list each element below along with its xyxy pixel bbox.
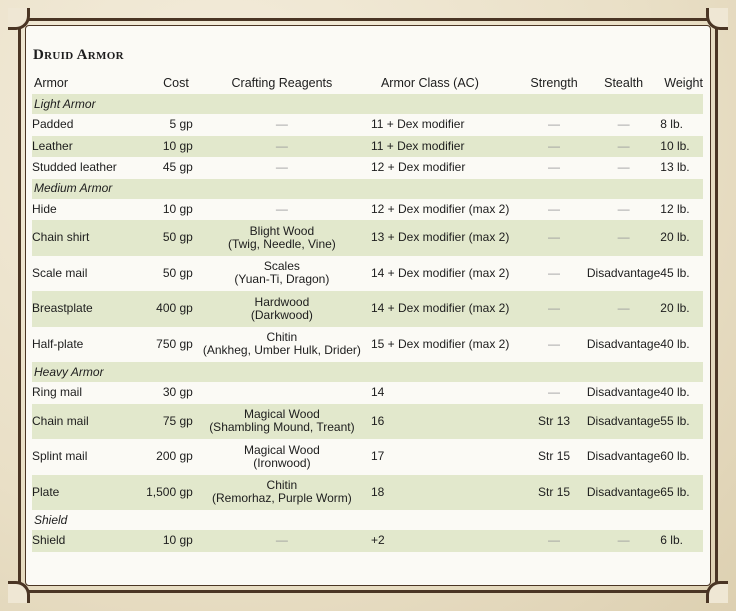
category-label: Shield xyxy=(34,512,68,527)
category-label: Heavy Armor xyxy=(32,362,703,382)
cell-stealth: Disadvantage xyxy=(586,449,661,464)
cell-weight: 13 lb. xyxy=(660,160,690,175)
cell-stealth: Disadvantage xyxy=(587,404,660,440)
cell-cost: 10 gp xyxy=(139,136,193,158)
cell-stealth: — xyxy=(587,136,660,158)
cell-reagents: — xyxy=(193,530,371,552)
cell-reagents xyxy=(193,404,371,440)
cell-weight: 40 lb. xyxy=(660,385,690,400)
header-strength: Strength xyxy=(530,76,578,90)
cell-armor: Breastplate xyxy=(32,291,139,327)
cell-cost: 50 gp xyxy=(139,220,193,256)
cell-stealth: Disadvantage xyxy=(587,475,660,511)
reagent-name: Scales xyxy=(263,259,300,274)
cell-weight: 8 lb. xyxy=(660,117,683,132)
cell-armor: Plate xyxy=(32,475,139,511)
cell-weight: 55 lb. xyxy=(660,404,703,440)
category-row xyxy=(32,179,703,199)
cell-reagents xyxy=(193,475,371,511)
cell-strength: Str 15 xyxy=(538,449,571,464)
cell-stealth: Disadvantage xyxy=(586,265,661,280)
category-row xyxy=(32,94,703,114)
cell-cost: 400 gp xyxy=(139,291,193,327)
frame-corner-ornament xyxy=(706,581,728,603)
table-row xyxy=(32,256,703,292)
cell-reagents: — xyxy=(275,201,288,216)
cell-armor: Padded xyxy=(32,117,74,132)
cell-strength: — xyxy=(548,385,561,400)
cell-armor: Shield xyxy=(32,530,139,552)
reagent-sources: (Yuan-Ti, Dragon) xyxy=(234,272,330,287)
cell-cost: 75 gp xyxy=(139,404,193,440)
reagent-sources: (Twig, Needle, Vine) xyxy=(227,236,336,251)
reagent-name: Magical Wood xyxy=(243,407,320,422)
cell-ac: 14 xyxy=(370,385,385,400)
table-row xyxy=(32,157,703,179)
cell-strength: — xyxy=(548,265,561,280)
cell-ac: 13 + Dex modifier (max 2) xyxy=(371,220,521,256)
table-title: Druid Armor xyxy=(33,47,124,63)
cell-strength: — xyxy=(548,117,561,132)
cell-ac: 16 xyxy=(371,404,521,440)
cell-strength: — xyxy=(521,136,587,158)
reagent-name: Chitin xyxy=(266,478,298,493)
table-row xyxy=(32,114,703,136)
header-reagents: Crafting Reagents xyxy=(231,76,333,90)
cell-reagents xyxy=(193,291,371,327)
table-header-row xyxy=(32,72,703,94)
cell-cost: 750 gp xyxy=(156,336,193,351)
cell-strength: — xyxy=(521,220,587,256)
cell-stealth: Disadvantage xyxy=(586,336,661,351)
cell-armor: Studded leather xyxy=(32,160,117,175)
cell-stealth: — xyxy=(617,117,630,132)
cell-reagents: — xyxy=(193,136,371,158)
cell-cost: 200 gp xyxy=(156,449,193,464)
cell-ac: 12 + Dex modifier (max 2) xyxy=(370,201,510,216)
table-row xyxy=(32,439,703,475)
cell-armor: Chain shirt xyxy=(32,220,139,256)
cell-strength: Str 15 xyxy=(521,475,587,511)
cell-cost: 10 gp xyxy=(139,530,193,552)
cell-armor: Chain mail xyxy=(32,404,139,440)
reagent-sources: (Ankheg, Umber Hulk, Drider) xyxy=(202,343,361,358)
cell-strength: — xyxy=(548,336,561,351)
cell-ac: 18 xyxy=(371,475,521,511)
cell-armor: Half-plate xyxy=(32,336,84,351)
cell-cost: 45 gp xyxy=(162,160,193,175)
table-row xyxy=(32,530,703,552)
header-stealth: Stealth xyxy=(604,76,644,90)
cell-stealth: — xyxy=(617,160,630,175)
table-row xyxy=(32,136,703,158)
cell-ac: 12 + Dex modifier xyxy=(370,160,466,175)
header-armor-class: Armor Class (AC) xyxy=(380,76,479,90)
cell-armor: Splint mail xyxy=(32,449,88,464)
reagent-sources: (Darkwood) xyxy=(250,307,313,322)
cell-ac: 11 + Dex modifier xyxy=(370,117,465,132)
reagent-name: Hardwood xyxy=(254,294,310,309)
cell-stealth: — xyxy=(587,220,660,256)
cell-weight: 65 lb. xyxy=(660,475,703,511)
cell-strength: — xyxy=(548,160,561,175)
cell-ac: +2 xyxy=(371,530,521,552)
cell-reagents xyxy=(193,220,371,256)
cell-ac: 17 xyxy=(370,449,385,464)
category-row xyxy=(32,510,703,530)
cell-reagents xyxy=(193,256,371,292)
reagent-sources: (Ironwood) xyxy=(253,455,311,470)
cell-strength: — xyxy=(548,201,561,216)
cell-reagents xyxy=(193,382,371,404)
cell-weight: 40 lb. xyxy=(660,336,690,351)
cell-armor: Scale mail xyxy=(32,265,88,280)
cell-ac: 14 + Dex modifier (max 2) xyxy=(370,265,510,280)
category-label: Medium Armor xyxy=(32,179,703,199)
table-row xyxy=(32,404,703,440)
table-row xyxy=(32,220,703,256)
cell-reagents: — xyxy=(275,117,288,132)
cell-stealth: — xyxy=(617,201,630,216)
cell-armor: Hide xyxy=(32,201,57,216)
cell-reagents xyxy=(193,439,371,475)
cell-cost: 10 gp xyxy=(162,201,193,216)
cell-ac: 11 + Dex modifier xyxy=(371,136,521,158)
cell-strength: Str 13 xyxy=(521,404,587,440)
cell-weight: 60 lb. xyxy=(660,449,690,464)
table-row xyxy=(32,475,703,511)
category-row xyxy=(32,362,703,382)
reagent-sources: (Remorhaz, Purple Worm) xyxy=(211,491,352,506)
header-weight: Weight xyxy=(664,76,703,90)
cell-cost: 5 gp xyxy=(169,117,193,132)
reagent-name: Chitin xyxy=(266,330,298,345)
cell-reagents: — xyxy=(275,160,288,175)
cell-armor: Ring mail xyxy=(32,385,83,400)
reagent-name: Magical Wood xyxy=(243,442,320,457)
cell-weight: 10 lb. xyxy=(660,136,703,158)
cell-weight: 12 lb. xyxy=(660,201,690,216)
table-row xyxy=(32,199,703,221)
reagent-name: Blight Wood xyxy=(249,223,315,238)
reagent-sources: (Shambling Mound, Treant) xyxy=(209,420,355,435)
cell-weight: 20 lb. xyxy=(660,291,703,327)
cell-strength: — xyxy=(521,530,587,552)
header-cost: Cost xyxy=(163,76,189,90)
cell-weight: 45 lb. xyxy=(660,265,690,280)
cell-stealth: — xyxy=(587,530,660,552)
table-row xyxy=(32,291,703,327)
cell-ac: 14 + Dex modifier (max 2) xyxy=(371,291,521,327)
table-row xyxy=(32,327,703,363)
cell-stealth: — xyxy=(587,291,660,327)
cell-reagents xyxy=(193,327,371,363)
cell-weight: 6 lb. xyxy=(660,530,703,552)
cell-cost: 50 gp xyxy=(162,265,193,280)
cell-cost: 30 gp xyxy=(162,385,193,400)
armor-table xyxy=(32,72,703,552)
cell-weight: 20 lb. xyxy=(660,220,703,256)
header-armor: Armor xyxy=(34,76,69,90)
cell-armor: Leather xyxy=(32,136,139,158)
cell-stealth: Disadvantage xyxy=(586,385,661,400)
cell-cost: 1,500 gp xyxy=(139,475,193,511)
cell-ac: 15 + Dex modifier (max 2) xyxy=(370,336,510,351)
category-label: Light Armor xyxy=(32,94,703,114)
cell-strength: — xyxy=(521,291,587,327)
table-row xyxy=(32,382,703,404)
